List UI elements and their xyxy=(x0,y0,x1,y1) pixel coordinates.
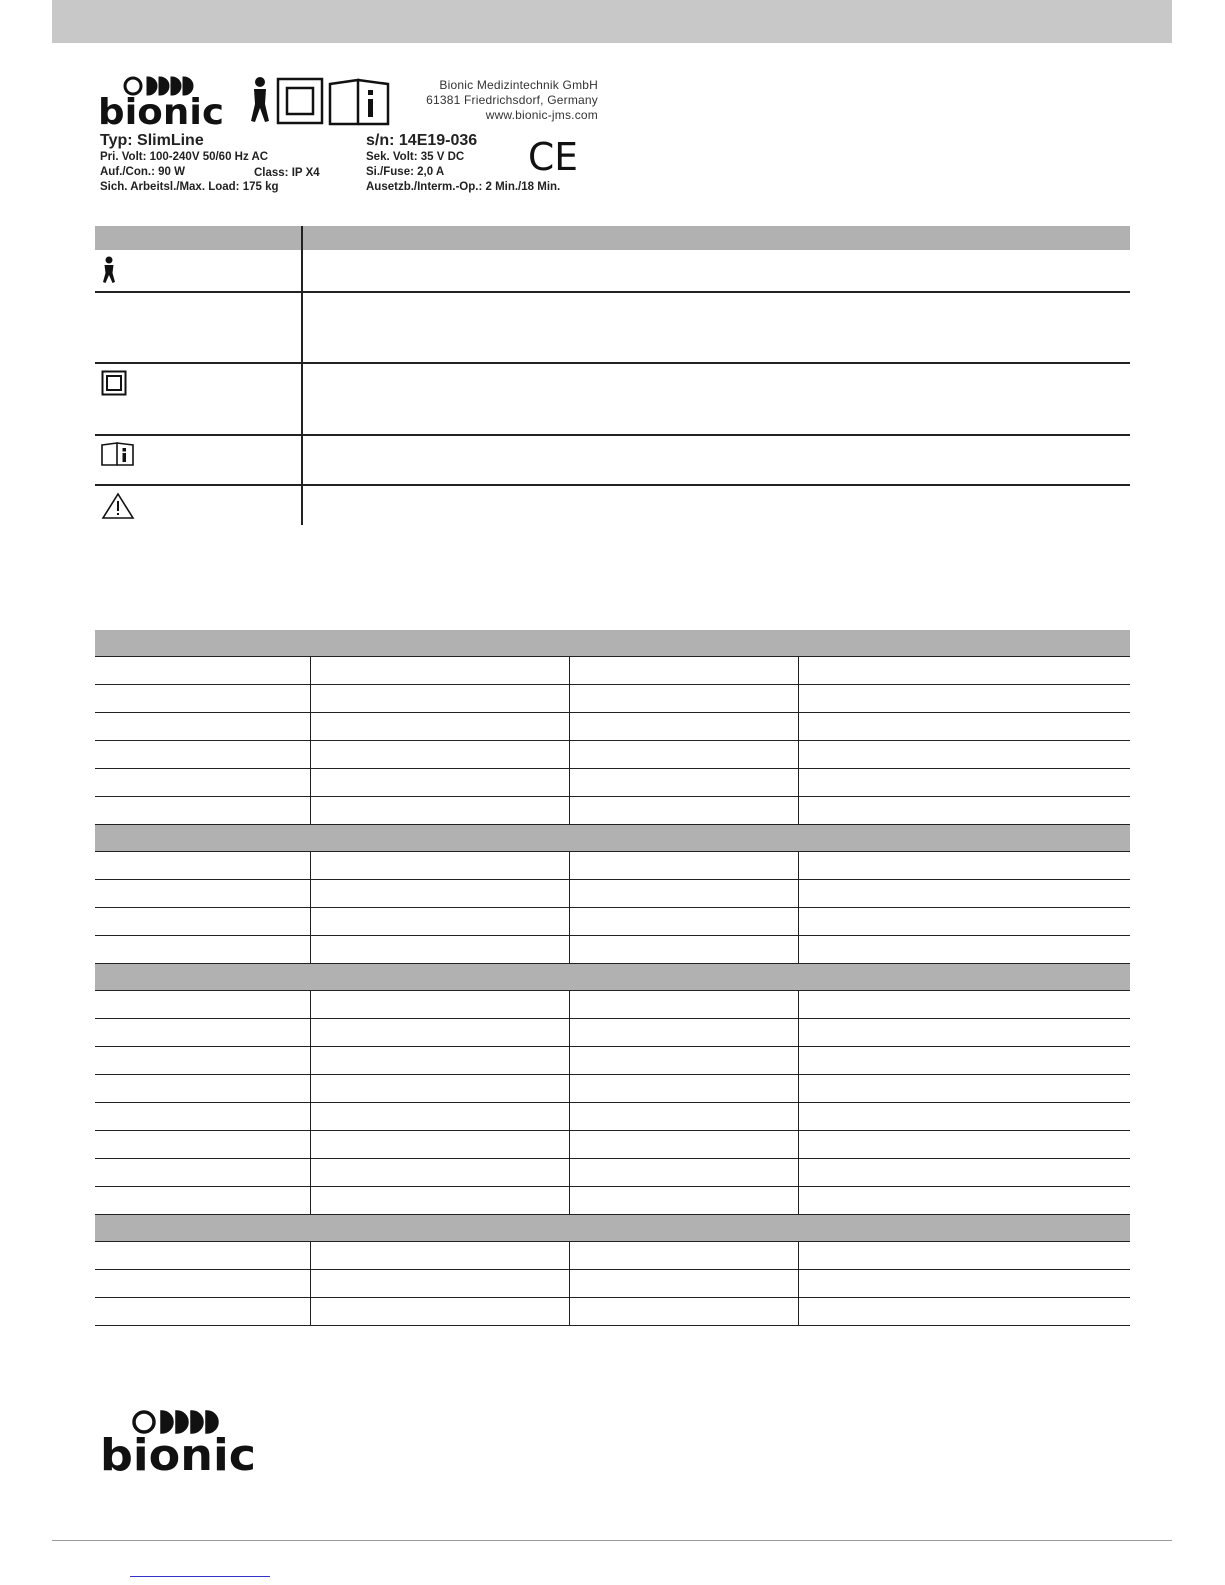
spec-row xyxy=(95,1103,1130,1131)
spec-row xyxy=(95,1159,1130,1187)
spec-row xyxy=(95,1187,1130,1215)
spec-cell xyxy=(95,1270,310,1298)
spec-cell xyxy=(569,1103,798,1131)
spec-cell xyxy=(310,741,569,769)
spec-row xyxy=(95,769,1130,797)
spec-cell xyxy=(798,880,1130,908)
spec-cell xyxy=(798,908,1130,936)
spec-section-header xyxy=(95,964,1130,991)
spec-cell xyxy=(310,769,569,797)
spec-cell xyxy=(569,713,798,741)
spec-cell xyxy=(95,797,310,825)
manual-info-icon xyxy=(330,80,388,124)
spec-row xyxy=(95,685,1130,713)
plate-pri-volt: Pri. Volt: 100-240V 50/60 Hz AC xyxy=(100,151,269,163)
spec-row xyxy=(95,713,1130,741)
spec-cell xyxy=(95,852,310,880)
spec-cell xyxy=(798,797,1130,825)
spec-cell xyxy=(310,1047,569,1075)
spec-cell xyxy=(95,908,310,936)
spec-row xyxy=(95,1075,1130,1103)
spec-row xyxy=(95,908,1130,936)
plate-serial: s/n: 14E19-036 xyxy=(366,132,478,149)
spec-cell xyxy=(310,880,569,908)
spec-cell xyxy=(798,852,1130,880)
spec-cell xyxy=(310,797,569,825)
spec-cell xyxy=(798,1047,1130,1075)
spec-cell xyxy=(569,741,798,769)
spec-cell xyxy=(310,1159,569,1187)
spec-cell xyxy=(569,908,798,936)
spec-cell xyxy=(569,936,798,964)
spec-cell xyxy=(569,769,798,797)
symbol-row xyxy=(95,250,1130,292)
spec-cell xyxy=(798,657,1130,685)
manufacturer-address: Bionic Medizintechnik GmbH 61381 Friedrichsdorf, Germany www.bionic-jms.com xyxy=(426,78,598,122)
spec-cell xyxy=(569,852,798,880)
spec-row xyxy=(95,741,1130,769)
spec-cell xyxy=(95,1298,310,1326)
spec-cell xyxy=(95,713,310,741)
spec-cell xyxy=(310,1019,569,1047)
spec-row xyxy=(95,852,1130,880)
spec-cell xyxy=(310,1103,569,1131)
spec-cell xyxy=(798,769,1130,797)
spec-row xyxy=(95,1298,1130,1326)
spec-cell xyxy=(569,1242,798,1270)
spec-cell xyxy=(95,1159,310,1187)
spec-cell xyxy=(798,685,1130,713)
spec-cell xyxy=(798,1103,1130,1131)
plate-left-specs xyxy=(100,132,340,195)
header-bar xyxy=(52,0,1172,43)
spec-cell xyxy=(310,1131,569,1159)
spec-row xyxy=(95,1270,1130,1298)
spec-section-header xyxy=(95,630,1130,657)
spec-cell xyxy=(798,1298,1130,1326)
svg-text:CE: CE xyxy=(528,138,578,174)
spec-cell xyxy=(310,908,569,936)
spec-cell xyxy=(798,936,1130,964)
spec-cell xyxy=(569,991,798,1019)
footer-link[interactable] xyxy=(130,1576,270,1577)
spec-cell xyxy=(569,685,798,713)
symbol-table-header xyxy=(95,226,1130,250)
spec-cell xyxy=(95,1047,310,1075)
spec-cell xyxy=(569,1131,798,1159)
plate-type: Typ: SlimLine xyxy=(100,132,204,149)
spec-row xyxy=(95,1131,1130,1159)
spec-cell xyxy=(798,1242,1130,1270)
spec-cell xyxy=(310,991,569,1019)
bionic-footer-logo xyxy=(100,1409,260,1473)
symbol-row xyxy=(95,435,1130,485)
spec-cell xyxy=(569,1075,798,1103)
symbol-row xyxy=(95,292,1130,363)
spec-cell xyxy=(569,657,798,685)
spec-cell xyxy=(95,1075,310,1103)
spec-cell xyxy=(95,1187,310,1215)
symbol-table xyxy=(95,226,1130,525)
spec-cell xyxy=(569,1187,798,1215)
svg-text:bionic: bionic xyxy=(100,1430,256,1473)
spec-row xyxy=(95,1047,1130,1075)
spec-cell xyxy=(569,1270,798,1298)
spec-cell xyxy=(569,880,798,908)
spec-cell xyxy=(569,1298,798,1326)
spec-row xyxy=(95,1019,1130,1047)
spec-cell xyxy=(95,936,310,964)
specification-table xyxy=(95,630,1130,1326)
spec-cell xyxy=(798,713,1130,741)
symbol-row xyxy=(95,485,1130,525)
spec-cell xyxy=(95,769,310,797)
plate-fuse: Si./Fuse: 2,0 A xyxy=(366,166,445,178)
spec-cell xyxy=(798,1270,1130,1298)
warning-triangle-icon xyxy=(101,492,135,520)
spec-cell xyxy=(95,991,310,1019)
spec-cell xyxy=(95,1131,310,1159)
spec-cell xyxy=(310,713,569,741)
spec-row xyxy=(95,880,1130,908)
spec-cell xyxy=(95,880,310,908)
spec-section-header xyxy=(95,825,1130,852)
spec-cell xyxy=(310,685,569,713)
spec-cell xyxy=(798,1187,1130,1215)
manual-info-icon xyxy=(101,442,135,466)
spec-cell xyxy=(310,1187,569,1215)
ce-mark-icon xyxy=(528,138,580,174)
spec-cell xyxy=(310,657,569,685)
plate-class: Class: IP X4 xyxy=(254,167,320,179)
spec-cell xyxy=(798,1019,1130,1047)
spec-cell xyxy=(798,741,1130,769)
person-icon xyxy=(251,77,269,122)
spec-section-header xyxy=(95,1215,1130,1242)
spec-row xyxy=(95,991,1130,1019)
double-insulation-icon xyxy=(101,370,127,396)
person-icon xyxy=(101,256,117,284)
spec-cell xyxy=(569,1019,798,1047)
spec-cell xyxy=(798,1131,1130,1159)
spec-cell xyxy=(569,1159,798,1187)
footer-divider xyxy=(52,1540,1172,1541)
bionic-logo xyxy=(98,74,228,126)
spec-cell xyxy=(310,1270,569,1298)
spec-cell xyxy=(569,797,798,825)
spec-cell xyxy=(95,685,310,713)
spec-cell xyxy=(310,1075,569,1103)
plate-max-load: Sich. Arbeitsl./Max. Load: 175 kg xyxy=(100,181,279,193)
spec-cell xyxy=(95,1103,310,1131)
spec-row xyxy=(95,1242,1130,1270)
spec-cell xyxy=(798,991,1130,1019)
spec-cell xyxy=(95,1242,310,1270)
double-insulation-icon xyxy=(278,79,322,123)
spec-row xyxy=(95,657,1130,685)
spec-cell xyxy=(798,1075,1130,1103)
svg-text:bionic: bionic xyxy=(98,92,224,126)
spec-cell xyxy=(95,1019,310,1047)
plate-intermittent: Ausetzb./Interm.-Op.: 2 Min./18 Min. xyxy=(366,181,561,193)
plate-sek-volt: Sek. Volt: 35 V DC xyxy=(366,151,465,163)
spec-cell xyxy=(95,741,310,769)
spec-cell xyxy=(310,936,569,964)
spec-cell xyxy=(798,1159,1130,1187)
spec-cell xyxy=(310,852,569,880)
symbol-row xyxy=(95,363,1130,435)
spec-row xyxy=(95,936,1130,964)
plate-consumption: Auf./Con.: 90 W xyxy=(100,166,185,178)
type-plate xyxy=(98,74,598,200)
spec-row xyxy=(95,797,1130,825)
spec-cell xyxy=(310,1242,569,1270)
spec-cell xyxy=(569,1047,798,1075)
spec-cell xyxy=(310,1298,569,1326)
spec-cell xyxy=(95,657,310,685)
